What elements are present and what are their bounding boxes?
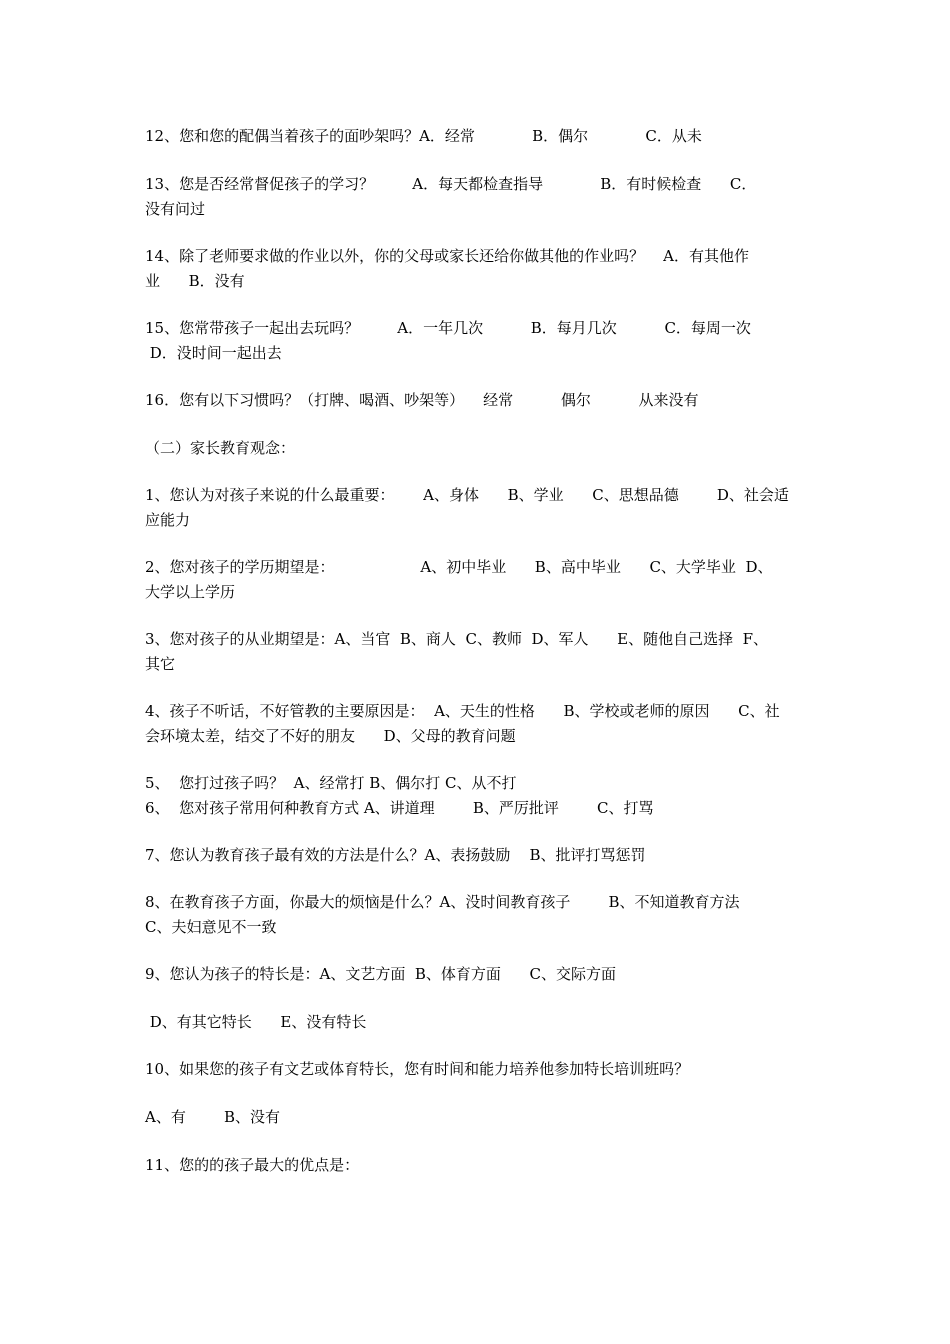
concept-question-8-line-1: 8、在教育孩子方面，你最大的烦恼是什么？A、没时间教育孩子 B、不知道教育方法 [145,893,740,911]
question-13-line-2: 没有问过 [145,200,206,218]
concept-question-3-line-1: 3、您对孩子的从业期望是：A、当官 B、商人 C、教师 D、军人 E、随他自己选择 F、 [145,630,769,648]
question-13-line-1: 13、您是否经常督促孩子的学习？ A．每天都检查指导 B．有时候检查 C． [145,175,757,193]
question-16: 16．您有以下习惯吗？（打牌、喝酒、吵架等） 经常 偶尔 从来没有 [145,391,699,409]
concept-question-9-line-2: D、有其它特长 E、没有特长 [145,1013,367,1031]
question-14-line-2: 业 B．没有 [145,272,245,290]
concept-question-1-line-2: 应能力 [145,511,191,529]
concept-question-2-line-2: 大学以上学历 [145,583,236,601]
question-14-line-1: 14、除了老师要求做的作业以外，你的父母或家长还给你做其他的作业吗？ A．有其他作 [145,247,749,265]
concept-question-1-line-1: 1、您认为对孩子来说的什么最重要： A、身体 B、学业 C、思想品德 D、社会适 [145,486,789,504]
concept-question-11: 11、您的的孩子最大的优点是： [145,1156,360,1174]
question-12: 12、您和您的配偶当着孩子的面吵架吗？A．经常 B．偶尔 C．从未 [145,127,702,145]
section-heading: （二）家长教育观念： [145,439,296,457]
concept-question-4-line-1: 4、孩子不听话，不好管教的主要原因是： A、天生的性格 B、学校或老师的原因 C、社 [145,702,780,720]
question-15-line-2: D．没时间一起出去 [145,344,282,362]
concept-question-10-line-1: 10、如果您的孩子有文艺或体育特长，您有时间和能力培养他参加特长培训班吗？ [145,1060,690,1078]
concept-question-4-line-2: 会环境太差，结交了不好的朋友 D、父母的教育问题 [145,727,516,745]
concept-question-9-line-1: 9、您认为孩子的特长是：A、文艺方面 B、体育方面 C、交际方面 [145,965,617,983]
concept-question-8-line-2: C、夫妇意见不一致 [145,918,277,936]
concept-question-2-line-1: 2、您对孩子的学历期望是： A、初中毕业 B、高中毕业 C、大学毕业 D、 [145,558,773,576]
concept-question-5: 5、 您打过孩子吗？ A、经常打 B、偶尔打 C、从不打 [145,774,517,792]
concept-question-10-answers: A、有 B、没有 [145,1108,281,1126]
concept-question-3-line-2: 其它 [145,655,176,673]
question-15-line-1: 15、您常带孩子一起出去玩吗？ A．一年几次 B．每月几次 C．每周一次 [145,319,751,337]
concept-question-7: 7、您认为教育孩子最有效的方法是什么？A、表扬鼓励 B、批评打骂惩罚 [145,846,646,864]
concept-question-6: 6、 您对孩子常用何种教育方式 A、讲道理 B、严厉批评 C、打骂 [145,799,654,817]
